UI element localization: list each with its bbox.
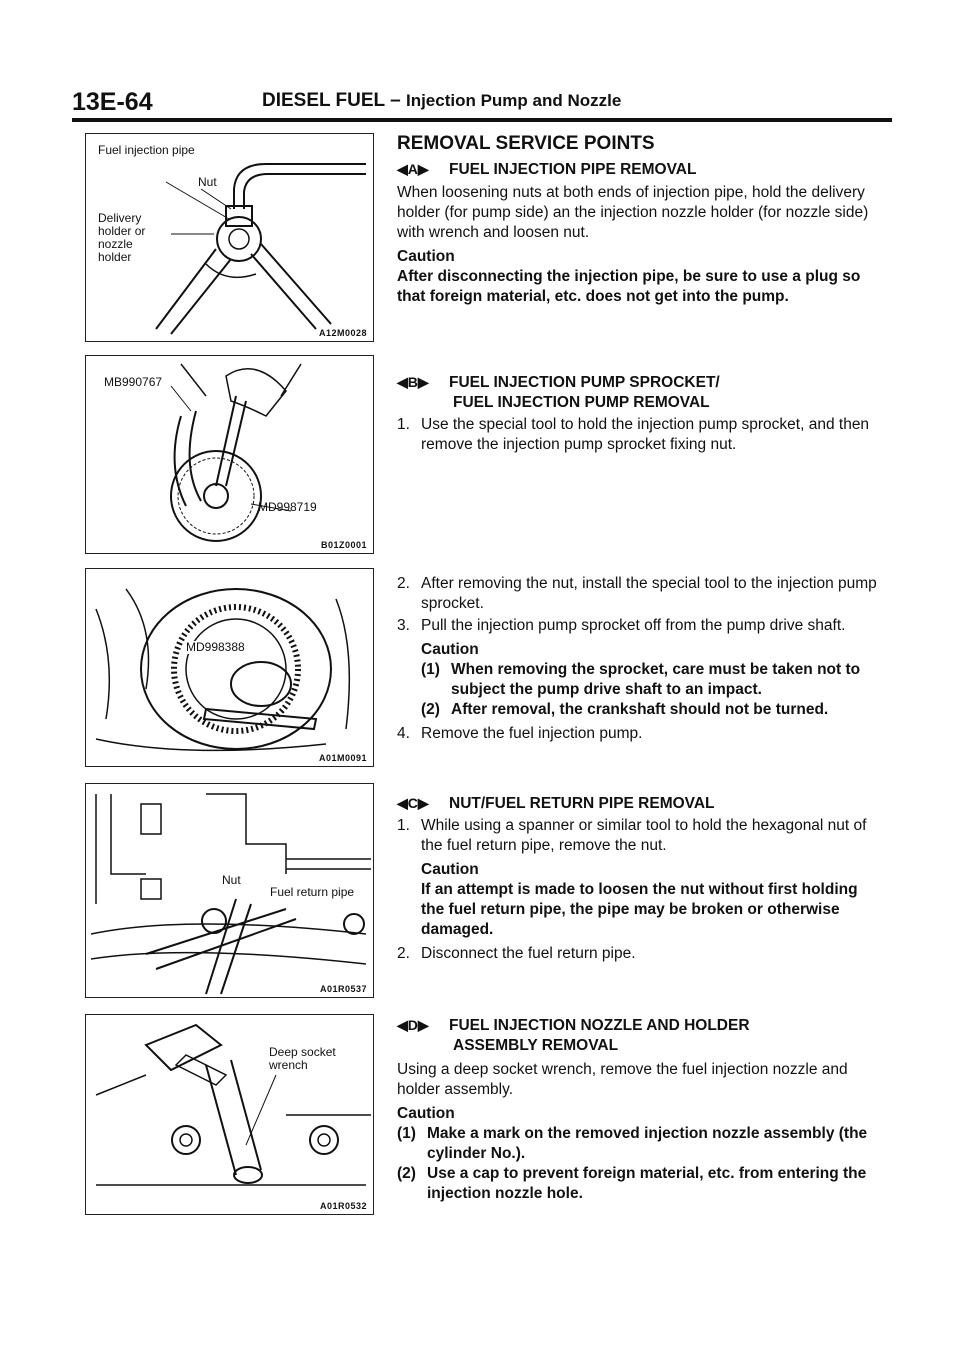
fig5-label-wrench: Deep socket wrench <box>269 1045 336 1072</box>
caution-number: (1) <box>397 1125 416 1142</box>
section-d-title2: ASSEMBLY REMOVAL <box>453 1037 619 1054</box>
step-number: 2. <box>397 575 410 592</box>
caution-text: Use a cap to prevent foreign material, etc. from entering the injection nozzle hole. <box>427 1165 867 1202</box>
caution-text: When removing the sprocket, care must be taken not to subject the pump drive shaft to an impact. <box>451 661 861 698</box>
fig1-code: A12M0028 <box>318 328 367 338</box>
section-b-tag: ◀B▶ <box>397 374 429 390</box>
section-c-caution-text: If an attempt is made to loosen the nut without first holding the fuel return pipe, the pipe may be broken or otherwise damaged. <box>421 881 858 938</box>
fig1-label-holder: Delivery holder or nozzle holder <box>98 211 146 264</box>
section-a-heading <box>397 161 884 179</box>
step-number: 4. <box>397 725 410 742</box>
title-dash: – <box>390 90 401 111</box>
section-b-caution-2 <box>421 700 884 720</box>
section-d-caution-label: Caution <box>397 1105 455 1122</box>
fig2-code: B01Z0001 <box>320 540 367 550</box>
section-a-caution-text: After disconnecting the injection pipe, be sure to use a plug so that foreign material, etc. does not get into the pump. <box>397 268 861 305</box>
caution-text: After removal, the crankshaft should not be turned. <box>451 701 829 718</box>
section-d-body: Using a deep socket wrench, remove the fuel injection nozzle and holder assembly. <box>397 1061 848 1098</box>
section-b-heading <box>397 372 884 413</box>
section-c-step1 <box>397 816 884 856</box>
figure-sprocket-tool <box>85 355 374 554</box>
section-b <box>397 372 884 457</box>
figure-deep-socket <box>85 1014 374 1215</box>
fig3-label-md998388: MD998388 <box>186 640 245 654</box>
section-d-heading <box>397 1015 884 1056</box>
section-b-title: FUEL INJECTION PUMP SPROCKET/ <box>449 374 720 391</box>
section-d-title: FUEL INJECTION NOZZLE AND HOLDER <box>449 1017 750 1034</box>
caution-text: Make a mark on the removed injection nozzle assembly (the cylinder No.). <box>427 1125 868 1162</box>
header-rule <box>72 118 892 122</box>
step-text: While using a spanner or similar tool to hold the hexagonal nut of the fuel return pipe, remove the nut. <box>421 817 867 854</box>
step-number: 3. <box>397 617 410 634</box>
page-title <box>262 90 621 112</box>
section-a-body: When loosening nuts at both ends of injection pipe, hold the delivery holder (for pump side) an the injection nozzle holder (for nozzle side) with wrench and loosen nut. <box>397 184 869 241</box>
section-d-tag: ◀D▶ <box>397 1017 429 1033</box>
section-b-cont <box>397 572 884 746</box>
main-title: REMOVAL SERVICE POINTS <box>397 133 655 154</box>
fig1-label-nut: Nut <box>198 175 217 189</box>
section-b-step3 <box>397 616 884 636</box>
section-a-caution-label: Caution <box>397 248 455 265</box>
figure-sprocket-puller <box>85 568 374 767</box>
step-text: Pull the injection pump sprocket off from the pump drive shaft. <box>421 617 846 634</box>
section-b-caution-1 <box>421 660 884 700</box>
section-c <box>397 793 884 966</box>
fig4-label-return-pipe: Fuel return pipe <box>270 885 355 899</box>
section-b-caution-label: Caution <box>421 641 479 658</box>
subsection-name: Injection Pump and Nozzle <box>405 91 622 110</box>
section-c-caution-label: Caution <box>421 861 479 878</box>
page-number: 13E-64 <box>72 88 153 116</box>
step-text: Use the special tool to hold the injection pump sprocket, and then remove the injection pump sprocket fixing nut. <box>421 416 870 453</box>
step-text: Remove the fuel injection pump. <box>421 725 643 742</box>
section-a-title: FUEL INJECTION PIPE REMOVAL <box>449 161 697 178</box>
caution-number: (2) <box>421 701 440 718</box>
figure-injection-pipe <box>85 133 374 342</box>
fig5-code: A01R0532 <box>319 1201 367 1211</box>
section-name: DIESEL FUEL <box>262 90 385 111</box>
page-header <box>72 88 892 118</box>
fig1-label-pipe: Fuel injection pipe <box>98 143 195 157</box>
section-c-heading <box>397 793 884 814</box>
section-b-step2 <box>397 574 884 614</box>
step-number: 2. <box>397 945 410 962</box>
section-c-title: NUT/FUEL RETURN PIPE REMOVAL <box>449 795 715 812</box>
section-a-tag: ◀A▶ <box>397 161 429 177</box>
step-number: 1. <box>397 416 410 433</box>
fig4-code: A01R0537 <box>319 984 367 994</box>
step-number: 1. <box>397 817 410 834</box>
step-text: Disconnect the fuel return pipe. <box>421 945 636 962</box>
section-d-caution-2 <box>397 1164 884 1204</box>
section-b-title2: FUEL INJECTION PUMP REMOVAL <box>453 394 710 411</box>
section-a <box>397 133 884 311</box>
caution-number: (2) <box>397 1165 416 1182</box>
section-d <box>397 1015 884 1204</box>
fig2-label-mb990767: MB990767 <box>104 375 163 389</box>
fig2-label-md998719: MD998719 <box>258 500 317 514</box>
figure-return-pipe <box>85 783 374 998</box>
section-b-step1 <box>397 415 884 455</box>
fig3-code: A01M0091 <box>318 753 367 763</box>
step-text: After removing the nut, install the special tool to the injection pump sprocket. <box>421 575 877 612</box>
fig4-label-nut: Nut <box>222 873 241 887</box>
section-c-step2 <box>397 944 884 964</box>
section-d-caution-1 <box>397 1124 884 1164</box>
sprocket-puller-illustration <box>86 569 373 766</box>
section-b-step4 <box>397 724 884 744</box>
section-c-tag: ◀C▶ <box>397 795 429 811</box>
caution-number: (1) <box>421 661 440 678</box>
